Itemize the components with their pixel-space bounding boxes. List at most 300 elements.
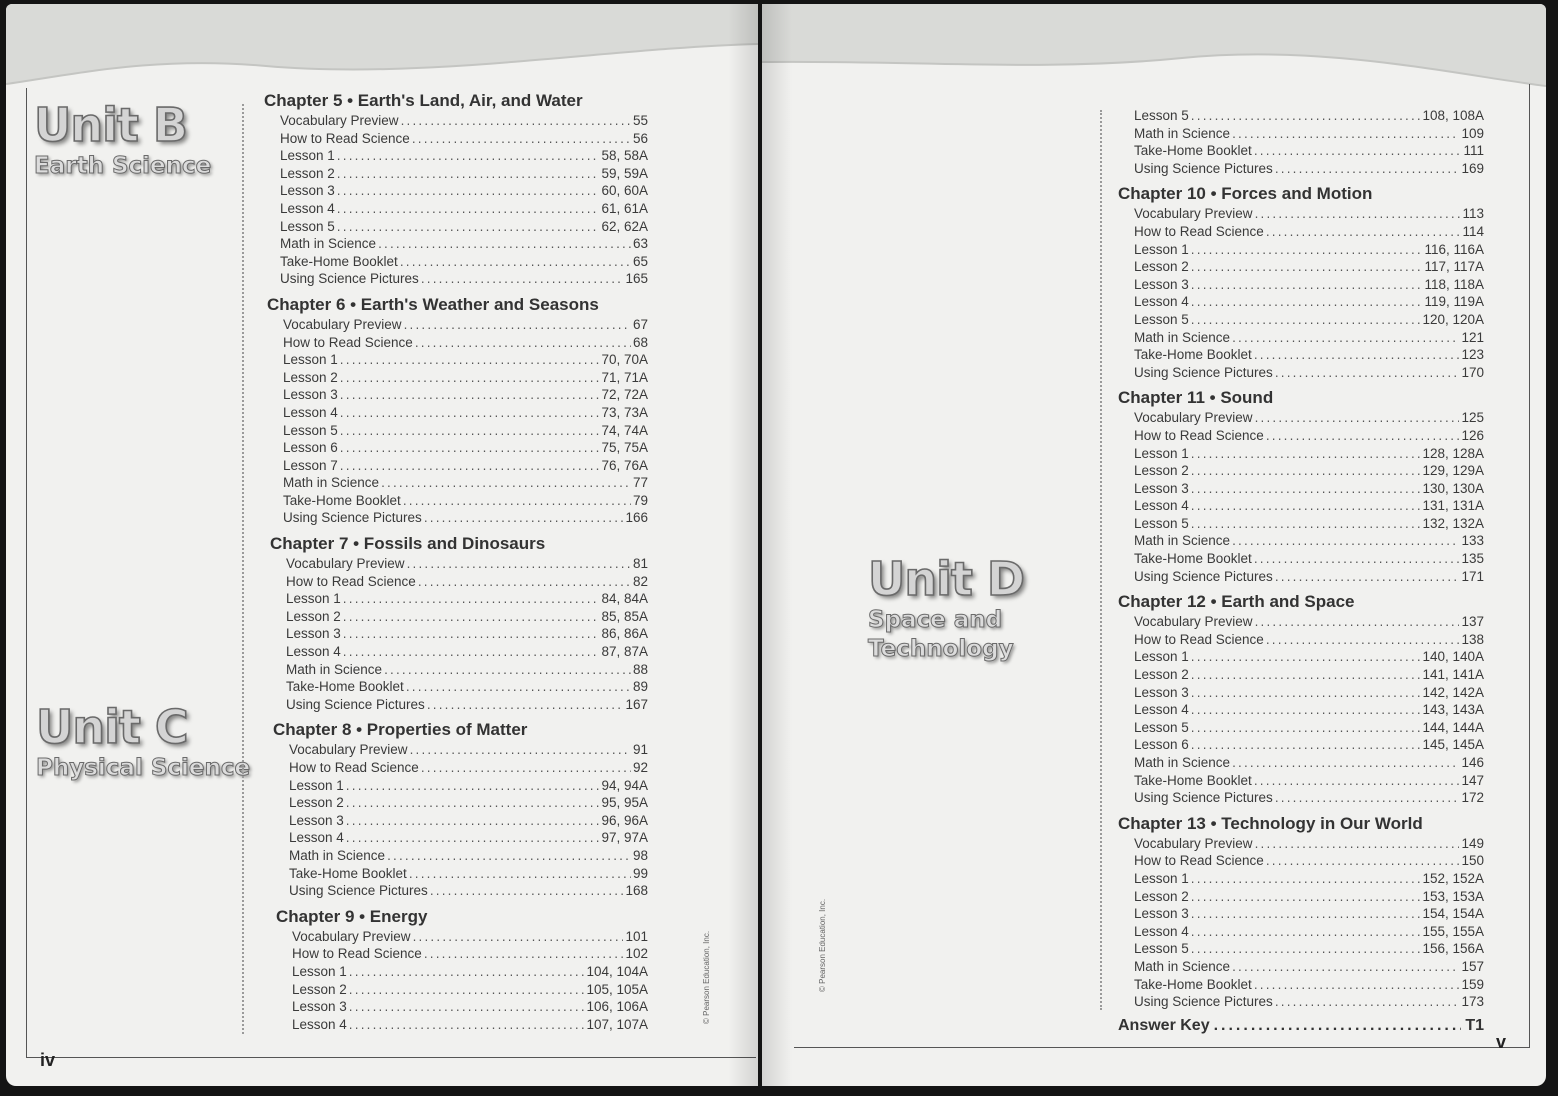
entry-label: Lesson 3 [1134, 684, 1189, 700]
entry-page: 133 [1461, 533, 1484, 549]
entry-label: Lesson 2 [286, 608, 341, 624]
copyright-notice: © Pearson Education, Inc. [818, 898, 827, 992]
entry-label: Lesson 2 [1134, 888, 1189, 904]
entry-label: How to Read Science [283, 334, 413, 350]
toc-entry [1118, 480, 1484, 498]
toc-entry [1118, 905, 1484, 923]
toc-entry [270, 625, 648, 643]
entry-page: 104, 104A [586, 963, 648, 979]
entry-label: Lesson 1 [289, 777, 344, 793]
entry-label: Take-Home Booklet [1134, 551, 1252, 567]
entry-label: Lesson 1 [292, 963, 347, 979]
entry-label: Math in Science [280, 236, 377, 252]
toc-entry [267, 509, 648, 527]
answer-key-entry [1118, 1017, 1484, 1035]
entry-page: 149 [1461, 835, 1484, 851]
entry-label: How to Read Science [280, 130, 410, 146]
entry-label: Lesson 4 [283, 404, 338, 420]
entry-page: 58, 58A [601, 148, 648, 164]
chapter-block [276, 906, 648, 1034]
entry-page: 173 [1461, 994, 1484, 1010]
toc-entry [1118, 329, 1484, 347]
answer-key-label: Answer Key [1118, 1016, 1210, 1034]
entry-page: 143, 143A [1422, 702, 1484, 718]
chapter-block [267, 294, 648, 527]
entry-page: 92 [632, 760, 648, 775]
entry-page: 55 [632, 113, 648, 128]
entry-page: 87, 87A [601, 644, 648, 660]
entry-label: Using Science Pictures [283, 510, 422, 526]
entry-page: 154, 154A [1422, 906, 1484, 922]
entry-page: 141, 141A [1422, 667, 1484, 683]
entry-label: Lesson 6 [283, 440, 338, 456]
entry-label: Lesson 6 [1134, 737, 1189, 753]
entry-page: 118, 118A [1424, 276, 1484, 292]
entry-page: 94, 94A [601, 777, 648, 793]
toc-entry [270, 678, 648, 696]
chapter-block [270, 533, 648, 713]
left-page [6, 4, 758, 1086]
entry-label: Lesson 2 [1134, 463, 1189, 479]
toc-entry [1118, 205, 1484, 223]
toc-entry [1118, 772, 1484, 790]
toc-entry [267, 439, 648, 457]
entry-label: Lesson 4 [289, 830, 344, 846]
toc-entry [273, 794, 648, 812]
toc-entry [267, 492, 648, 510]
entry-page: 119, 119A [1424, 294, 1484, 310]
chapter-title: Chapter 10 • Forces and Motion [1118, 184, 1373, 204]
entry-page: 166 [625, 510, 648, 526]
copyright-notice: © Pearson Education, Inc. [702, 930, 711, 1024]
entry-page: 67 [632, 316, 648, 332]
toc-entry [267, 404, 648, 422]
entry-label: Lesson 5 [1134, 515, 1189, 531]
chapter-block [264, 90, 648, 288]
entry-label: Lesson 1 [283, 352, 338, 368]
toc-entry [1118, 241, 1484, 259]
toc-entry [273, 812, 648, 830]
unit-title: Unit C [36, 700, 188, 754]
toc-entry [267, 386, 648, 404]
entry-page: 121 [1461, 329, 1484, 345]
toc-entry [1118, 497, 1484, 515]
toc-entry [270, 573, 648, 591]
toc-entry [276, 1016, 648, 1034]
dotted-divider [1100, 110, 1102, 1010]
chapter-block [1118, 591, 1484, 807]
entry-label: Lesson 1 [1134, 870, 1189, 886]
entry-label: Take-Home Booklet [289, 865, 407, 881]
entry-page: 111 [1463, 143, 1484, 159]
unit-subtitle: Space and [868, 607, 1003, 633]
entry-label: Lesson 2 [283, 369, 338, 385]
entry-page: 89 [632, 679, 648, 695]
toc-entry [267, 334, 648, 352]
entry-label: Lesson 3 [1134, 906, 1189, 922]
entry-label: Take-Home Booklet [1134, 347, 1252, 363]
toc-entry [1118, 958, 1484, 976]
entry-page: 135 [1461, 551, 1484, 567]
toc-entry [1118, 532, 1484, 550]
entry-page: 170 [1461, 364, 1484, 380]
entry-page: 95, 95A [601, 795, 648, 811]
entry-page: 85, 85A [601, 608, 648, 624]
entry-page: 129, 129A [1422, 463, 1484, 479]
toc-entry [273, 741, 648, 759]
unit-subtitle: Earth Science [34, 153, 212, 179]
entry-page: 109 [1461, 125, 1484, 141]
toc-entry [270, 608, 648, 626]
entry-label: Using Science Pictures [286, 696, 425, 712]
entry-page: 105, 105A [586, 981, 648, 997]
entry-page: 113 [1462, 206, 1484, 222]
unit-title: Unit D [868, 552, 1025, 606]
entry-label: Math in Science [283, 475, 380, 491]
entry-page: 102 [625, 946, 648, 962]
entry-page: 144, 144A [1422, 719, 1484, 735]
entry-label: Vocabulary Preview [1134, 206, 1253, 222]
entry-label: Lesson 4 [280, 200, 335, 216]
chapter-title: Chapter 8 • Properties of Matter [273, 720, 528, 740]
entry-label: Lesson 5 [280, 218, 335, 234]
toc-entry [1118, 940, 1484, 958]
toc-entry [273, 847, 648, 865]
entry-label: Lesson 2 [280, 165, 335, 181]
entry-page: 73, 73A [601, 404, 648, 420]
answer-key-page: T1 [1465, 1016, 1484, 1034]
toc-entry [276, 963, 648, 981]
entry-page: 140, 140A [1422, 649, 1484, 665]
entry-label: Using Science Pictures [1134, 790, 1273, 806]
entry-page: 145, 145A [1422, 737, 1484, 753]
entry-page: 132, 132A [1422, 515, 1484, 531]
toc-entry [264, 165, 648, 183]
entry-label: Take-Home Booklet [1134, 976, 1252, 992]
entry-label: Take-Home Booklet [1134, 772, 1252, 788]
chapter-9-continued [1118, 107, 1484, 177]
toc-entry [1118, 666, 1484, 684]
toc-entry [273, 882, 648, 900]
entry-page: 71, 71A [601, 369, 648, 385]
entry-label: How to Read Science [292, 946, 422, 962]
entry-label: How to Read Science [286, 573, 416, 589]
entry-label: Using Science Pictures [1134, 994, 1273, 1010]
entry-page: 130, 130A [1422, 480, 1484, 496]
entry-label: Lesson 1 [1134, 649, 1189, 665]
entry-label: How to Read Science [1134, 223, 1264, 239]
entry-label: Lesson 3 [1134, 276, 1189, 292]
entry-label: Lesson 3 [1134, 480, 1189, 496]
toc-entry [267, 422, 648, 440]
toc-entry [276, 981, 648, 999]
toc-entry [1118, 568, 1484, 586]
toc-entry [264, 147, 648, 165]
entry-label: Vocabulary Preview [1134, 835, 1253, 851]
entry-page: 114 [1462, 223, 1484, 239]
entry-page: 169 [1461, 160, 1484, 176]
entry-page: 72, 72A [601, 387, 648, 403]
chapter-title: Chapter 11 • Sound [1118, 388, 1274, 408]
entry-page: 167 [625, 696, 648, 712]
toc-entry [1118, 293, 1484, 311]
entry-label: How to Read Science [1134, 853, 1264, 869]
unit-c-heading [36, 700, 251, 783]
toc-entry [1118, 223, 1484, 241]
entry-page: 97, 97A [601, 830, 648, 846]
chapter-block [273, 719, 648, 899]
toc-entry [276, 945, 648, 963]
dotted-divider [242, 104, 244, 1034]
toc-entry [1118, 409, 1484, 427]
toc-entry [264, 130, 648, 148]
entry-page: 128, 128A [1422, 445, 1484, 461]
entry-page: 77 [632, 475, 648, 491]
entry-label: Vocabulary Preview [286, 556, 405, 572]
entry-page: 108, 108A [1422, 108, 1484, 123]
toc-entry [1118, 736, 1484, 754]
toc-entry [1118, 427, 1484, 445]
entry-label: Lesson 4 [286, 644, 341, 660]
entry-label: Lesson 4 [1134, 294, 1189, 310]
toc-entry [1118, 835, 1484, 853]
toc-entry [1118, 923, 1484, 941]
entry-label: Math in Science [1134, 125, 1231, 141]
entry-label: Lesson 1 [1134, 241, 1189, 257]
entry-page: 70, 70A [601, 352, 648, 368]
entry-page: 86, 86A [601, 626, 648, 642]
entry-page: 75, 75A [601, 440, 648, 456]
entry-page: 84, 84A [601, 591, 648, 607]
toc-entry [1118, 462, 1484, 480]
entry-label: Lesson 2 [292, 981, 347, 997]
toc-entry [1118, 789, 1484, 807]
entry-label: Lesson 3 [286, 626, 341, 642]
entry-label: Math in Science [1134, 329, 1231, 345]
entry-page: 60, 60A [601, 183, 648, 199]
toc-entry [264, 112, 648, 130]
entry-page: 165 [625, 271, 648, 287]
entry-page: 91 [632, 742, 648, 758]
entry-page: 79 [632, 492, 648, 508]
toc-entry [1118, 976, 1484, 994]
entry-page: 147 [1461, 772, 1484, 788]
toc-column-right [1118, 107, 1484, 1035]
entry-label: Lesson 5 [1134, 311, 1189, 327]
toc-entry [264, 218, 648, 236]
toc-entry [1118, 870, 1484, 888]
entry-page: 107, 107A [586, 1016, 648, 1032]
entry-page: 106, 106A [586, 999, 648, 1015]
entry-page: 156, 156A [1422, 941, 1484, 957]
top-wave-band [762, 4, 1546, 90]
toc-entry [1118, 125, 1484, 143]
entry-page: 116, 116A [1424, 241, 1484, 257]
toc-entry [267, 369, 648, 387]
entry-page: 157 [1461, 958, 1484, 974]
toc-entry [276, 998, 648, 1016]
entry-label: Take-Home Booklet [283, 492, 401, 508]
entry-page: 82 [632, 573, 648, 589]
entry-label: Lesson 3 [292, 999, 347, 1015]
unit-title: Unit B [34, 98, 187, 152]
toc-entry [267, 474, 648, 492]
entry-label: Using Science Pictures [1134, 364, 1273, 380]
entry-page: 117, 117A [1424, 259, 1484, 275]
toc-entry [1118, 364, 1484, 382]
chapter-title: Chapter 5 • Earth's Land, Air, and Water [264, 91, 583, 110]
toc-entry [1118, 888, 1484, 906]
entry-label: Lesson 4 [1134, 498, 1189, 514]
chapter-title: Chapter 13 • Technology in Our World [1118, 813, 1423, 833]
entry-label: Math in Science [286, 661, 383, 677]
toc-entry [1118, 107, 1484, 125]
entry-label: Lesson 4 [1134, 923, 1189, 939]
entry-page: 98 [632, 847, 648, 863]
entry-label: Lesson 3 [289, 812, 344, 828]
entry-page: 153, 153A [1422, 888, 1484, 904]
toc-entry [264, 235, 648, 253]
entry-label: Lesson 5 [1134, 719, 1189, 735]
entry-page: 155, 155A [1422, 923, 1484, 939]
entry-label: Using Science Pictures [289, 883, 428, 899]
entry-label: Lesson 7 [283, 457, 338, 473]
toc-entry [270, 696, 648, 714]
entry-label: Lesson 1 [280, 148, 335, 164]
entry-label: Lesson 4 [1134, 702, 1189, 718]
toc-entry [267, 351, 648, 369]
toc-entry [1118, 754, 1484, 772]
entry-page: 138 [1461, 631, 1484, 647]
toc-entry [270, 555, 648, 573]
entry-label: Math in Science [1134, 533, 1231, 549]
entry-page: 88 [632, 661, 648, 677]
chapter-title: Chapter 9 • Energy [276, 906, 428, 926]
toc-entry [273, 759, 648, 777]
chapter-block [1118, 813, 1484, 1011]
chapter-title: Chapter 6 • Earth's Weather and Seasons [267, 294, 599, 314]
entry-page: 65 [632, 253, 648, 269]
toc-entry [273, 865, 648, 883]
entry-label: Math in Science [289, 847, 386, 863]
unit-subtitle: Technology [868, 635, 1014, 662]
entry-page: 120, 120A [1422, 311, 1484, 327]
toc-entry [270, 590, 648, 608]
entry-label: Lesson 3 [283, 387, 338, 403]
entry-label: Lesson 2 [1134, 259, 1189, 275]
entry-label: Take-Home Booklet [286, 679, 404, 695]
toc-entry [1118, 719, 1484, 737]
toc-entry [270, 643, 648, 661]
toc-entry [273, 829, 648, 847]
entry-label: How to Read Science [289, 760, 419, 775]
entry-page: 123 [1461, 347, 1484, 363]
entry-label: Lesson 5 [283, 422, 338, 438]
entry-page: 74, 74A [601, 422, 648, 438]
entry-page: 99 [632, 865, 648, 881]
entry-label: Math in Science [1134, 958, 1231, 974]
toc-entry [1118, 684, 1484, 702]
toc-entry [1118, 852, 1484, 870]
entry-label: Lesson 1 [1134, 445, 1189, 461]
entry-page: 172 [1461, 790, 1484, 806]
entry-page: 131, 131A [1422, 498, 1484, 514]
page-number: iv [40, 1050, 56, 1070]
entry-label: Lesson 2 [289, 795, 344, 811]
toc-entry [267, 457, 648, 475]
entry-page: 152, 152A [1422, 870, 1484, 886]
entry-page: 81 [632, 556, 648, 572]
entry-label: How to Read Science [1134, 427, 1264, 443]
chapter-title: Chapter 12 • Earth and Space [1118, 592, 1355, 612]
right-page [762, 4, 1546, 1086]
entry-label: Vocabulary Preview [1134, 614, 1253, 630]
entry-page: 61, 61A [601, 200, 648, 216]
toc-entry [273, 777, 648, 795]
entry-label: Lesson 4 [292, 1016, 347, 1032]
entry-label: Vocabulary Preview [1134, 410, 1253, 426]
toc-entry [1118, 631, 1484, 649]
entry-page: 63 [632, 236, 648, 252]
entry-page: 76, 76A [601, 457, 648, 473]
chapter-block [1118, 183, 1484, 381]
toc-entry [1118, 701, 1484, 719]
toc-entry [264, 182, 648, 200]
toc-entry [1118, 445, 1484, 463]
toc-entry [264, 200, 648, 218]
toc-entry [1118, 142, 1484, 160]
entry-label: How to Read Science [1134, 631, 1264, 647]
entry-page: 150 [1461, 853, 1484, 869]
toc-column-left [264, 90, 648, 1039]
entry-label: Vocabulary Preview [280, 113, 399, 128]
entry-page: 96, 96A [601, 812, 648, 828]
toc-entry [264, 270, 648, 288]
entry-page: 168 [625, 883, 648, 899]
toc-entry [1118, 648, 1484, 666]
entry-label: Math in Science [1134, 755, 1231, 770]
entry-label: Using Science Pictures [1134, 160, 1273, 176]
toc-entry [1118, 550, 1484, 568]
entry-label: Vocabulary Preview [292, 928, 411, 944]
entry-label: Using Science Pictures [1134, 568, 1273, 584]
entry-label: Lesson 1 [286, 591, 341, 607]
entry-page: 126 [1461, 427, 1484, 443]
toc-entry [1118, 346, 1484, 364]
toc-entry [267, 316, 648, 334]
unit-b-heading [34, 98, 212, 181]
entry-page: 62, 62A [601, 218, 648, 234]
entry-label: Lesson 5 [1134, 108, 1189, 123]
toc-entry [270, 661, 648, 679]
toc-entry [1118, 613, 1484, 631]
entry-page: 137 [1461, 614, 1484, 630]
toc-entry [276, 928, 648, 946]
toc-entry [1118, 258, 1484, 276]
entry-label: Lesson 3 [280, 183, 335, 199]
entry-page: 142, 142A [1422, 684, 1484, 700]
entry-page: 56 [632, 130, 648, 146]
unit-d-heading [868, 552, 1025, 664]
toc-entry [264, 253, 648, 271]
toc-entry [1118, 311, 1484, 329]
chapter-title: Chapter 7 • Fossils and Dinosaurs [270, 534, 546, 554]
top-wave-band [6, 4, 758, 90]
entry-page: 125 [1461, 410, 1484, 426]
entry-label: Take-Home Booklet [1134, 143, 1252, 159]
entry-page: 146 [1461, 755, 1484, 770]
entry-page: 59, 59A [601, 165, 648, 181]
